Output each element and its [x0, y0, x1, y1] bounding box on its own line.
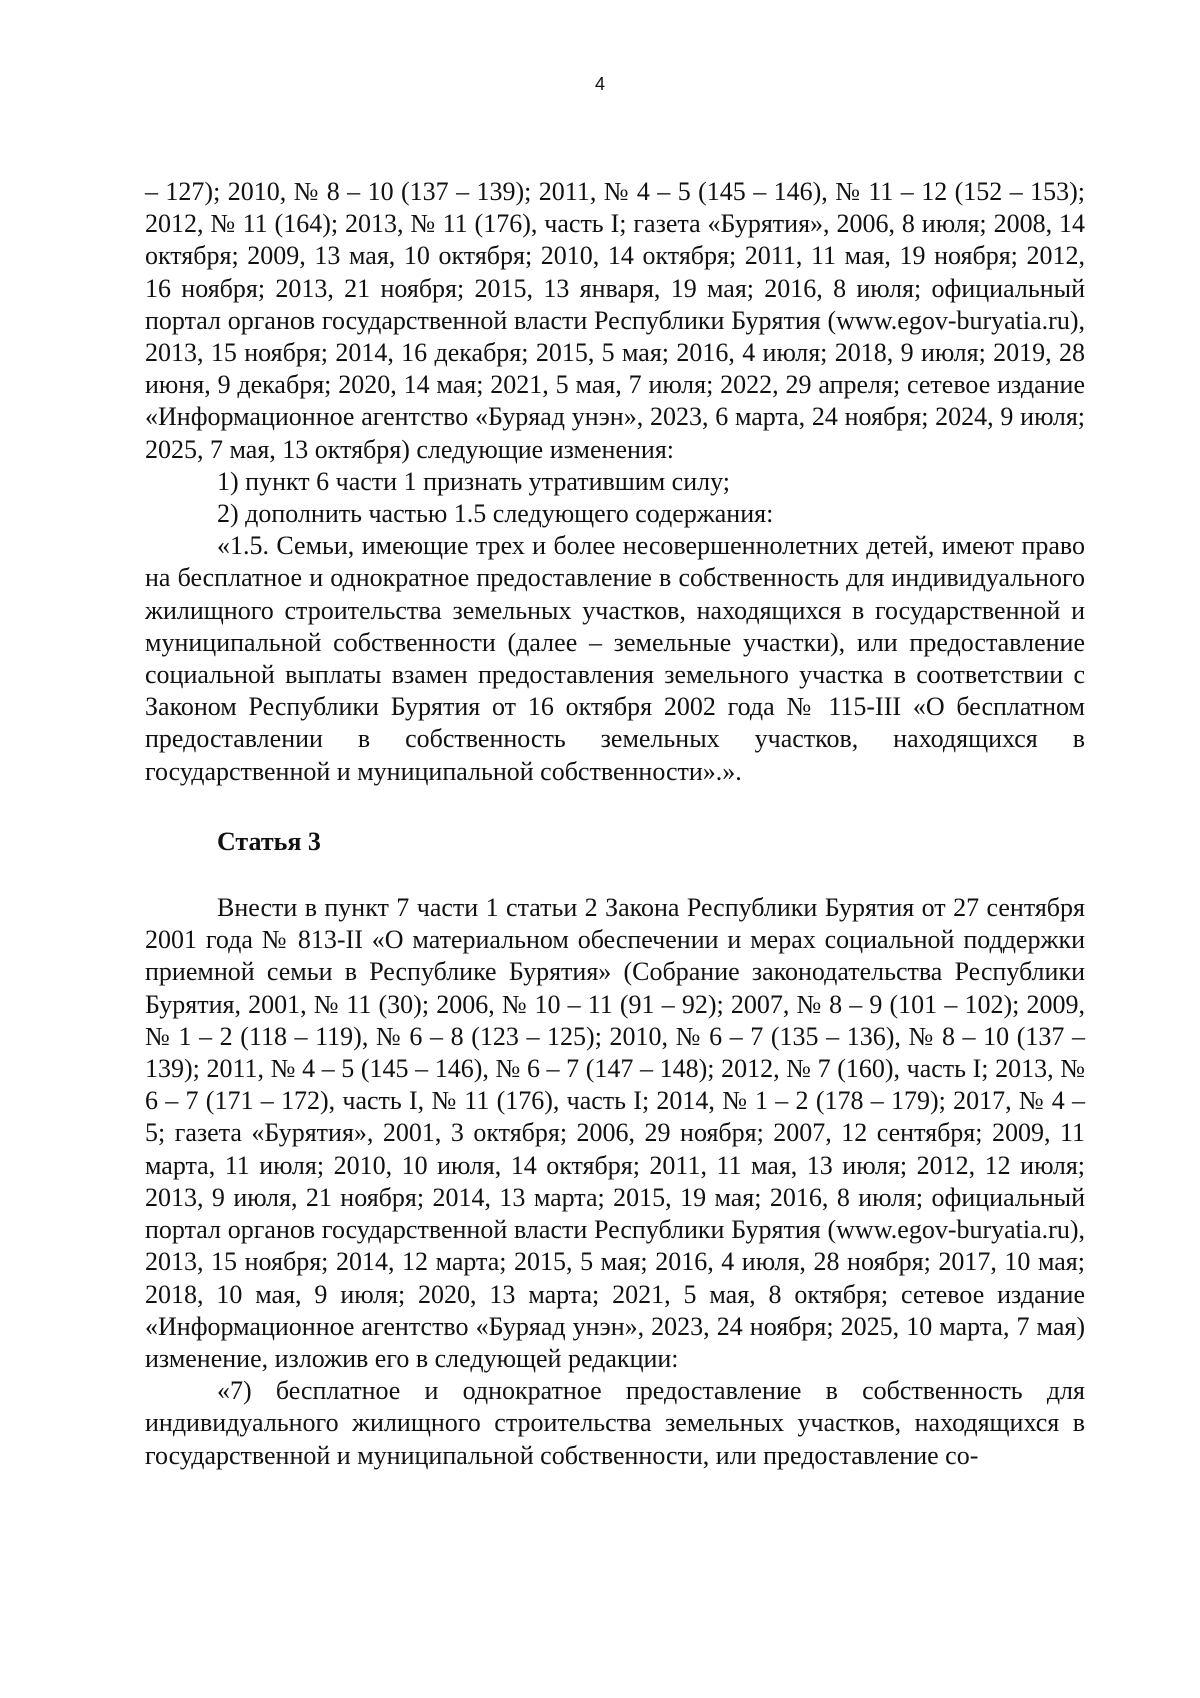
article-3-quoted-text: «7) бесплатное и однократное предоставление в собственность для индивидуального жилищного строительства земельных участков, находящихся в государственной и муниципальной собственности, или предоставление со-: [145, 1376, 1085, 1470]
document-body: [145, 176, 1085, 1472]
article-3-paragraph: Внести в пункт 7 части 1 статьи 2 Закона Республики Бурятия от 27 сентября 2001 года № 813-II «О материальном обеспечении и мерах социальной поддержки приемной семьи в Республике Бурятия» (Собрание законодательства Республики Бурятия, 2001, № 11 (30); 2006, № 10 – 11 (91 – 92); 2007, № 8 – 9 (101 – 102); 2009, № 1 – 2 (118 – 119), № 6 – 8 (123 – 125); 2010, № 6 – 7 (135 – 136), № 8 – 10 (137 – 139); 2011, № 4 – 5 (145 – 146), № 6 – 7 (147 – 148); 2012, № 7 (160), часть I; 2013, № 6 – 7 (171 – 172), часть I, № 11 (176), часть I; 2014, № 1 – 2 (178 – 179); 2017, № 4 – 5; газета «Бурятия», 2001, 3 октября; 2006, 29 ноября; 2007, 12 сентября; 2009, 11 марта, 11 июля; 2010, 10 июля, 14 октября; 2011, 11 мая, 13 июля; 2012, 12 июля; 2013, 9 июля, 21 ноября; 2014, 13 марта; 2015, 19 мая; 2016, 8 июля; официальный портал органов государственной власти Республики Бурятия (www.egov-buryatia.ru), 2013, 15 ноября; 2014, 12 марта; 2015, 5 мая; 2016, 4 июля, 28 ноября; 2017, 10 мая; 2018, 10 мая, 9 июля; 2020, 13 марта; 2021, 5 мая, 8 октября; сетевое издание «Информационное агентство «Буряад унэн», 2023, 24 ноября; 2025, 10 марта, 7 мая) изменение, изложив его в следующей редакции:: [145, 893, 1085, 1373]
quoted-amendment-1-5: «1.5. Семьи, имеющие трех и более несовершеннолетних детей, имеют право на бесплатное и однократное предоставление в собственность для индивидуального жилищного строительства земельных участков, находящихся в государственной и муниципальной собственности (далее – земельные участки), или предоставление социальной выплаты взамен предоставления земельного участка в соответствии с Законом Республики Бурятия от 16 октября 2002 года № 115-III «О бесплатном предоставлении в собственность земельных участков, находящихся в государственной и муниципальной собственности».».: [145, 531, 1085, 786]
list-item-2: 2) дополнить частью 1.5 следующего содержания:: [217, 499, 774, 529]
section-gap: [145, 858, 1085, 892]
article-3-heading: Статья 3: [217, 826, 321, 856]
page-number: 4: [594, 74, 605, 94]
section-gap: [145, 788, 1085, 826]
list-item-1: 1) пункт 6 части 1 признать утратившим силу;: [217, 466, 730, 496]
paragraph-continuation: – 127); 2010, № 8 – 10 (137 – 139); 2011, № 4 – 5 (145 – 146), № 11 – 12 (152 – 153); 2012, № 11 (164); 2013, № 11 (176), часть I; газета «Бурятия», 2006, 8 июля; 2008, 14 октября; 2009, 13 мая, 10 октября; 2010, 14 октября; 2011, 11 мая, 19 ноября; 2012, 16 ноября; 2013, 21 ноября; 2015, 13 января, 19 мая; 2016, 8 июля; официальный портал органов государственной власти Республики Бурятия (www.egov-buryatia.ru), 2013, 15 ноября; 2014, 16 декабря; 2015, 5 мая; 2016, 4 июля; 2018, 9 июля; 2019, 28 июня, 9 декабря; 2020, 14 мая; 2021, 5 мая, 7 июля; 2022, 29 апреля; сетевое издание «Информационное агентство «Буряад унэн», 2023, 6 марта, 24 ноября; 2024, 9 июля; 2025, 7 мая, 13 октября) следующие изменения:: [145, 177, 1085, 464]
